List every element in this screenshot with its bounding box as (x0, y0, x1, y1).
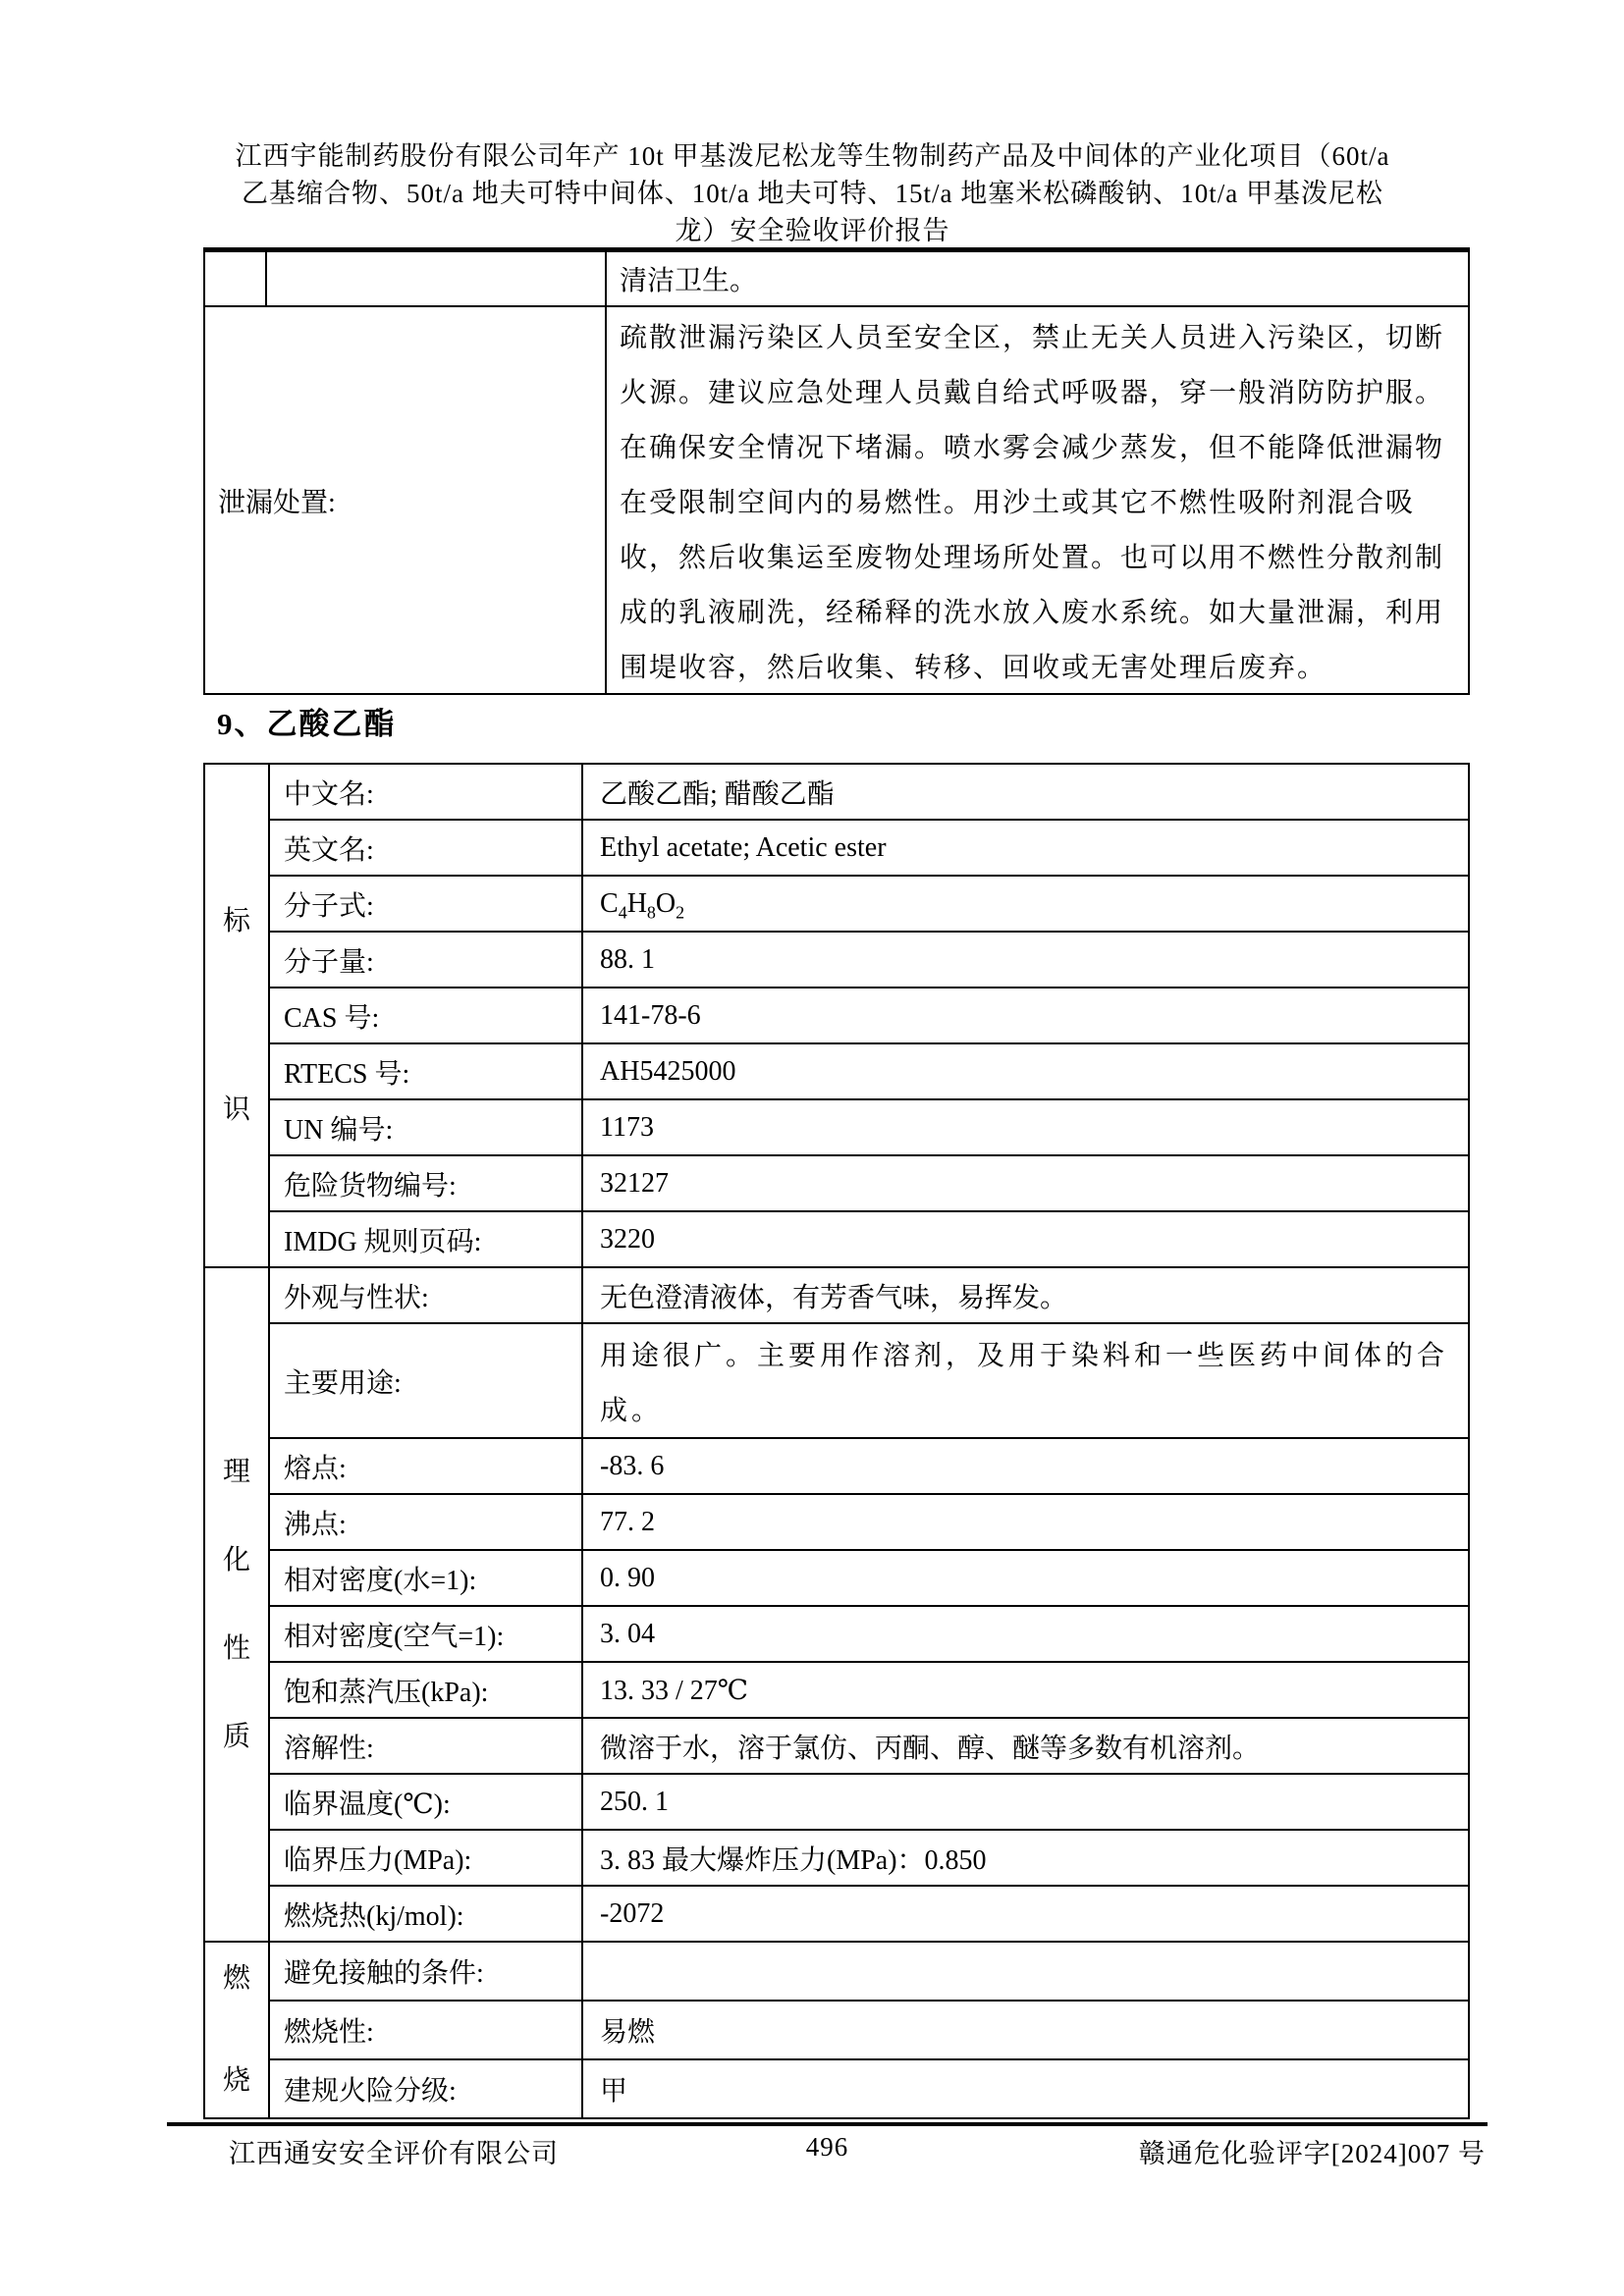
row-label: 避免接触的条件: (269, 1942, 582, 2001)
row-value: AH5425000 (582, 1043, 1469, 1099)
row-value: 141-78-6 (582, 988, 1469, 1043)
row-label: 临界温度(℃): (269, 1774, 582, 1830)
table-row (204, 1043, 1469, 1099)
row-label: 相对密度(空气=1): (269, 1606, 582, 1662)
leak-disposal-paragraph (607, 307, 1468, 693)
footer-company: 江西通安安全评价有限公司 (229, 2139, 559, 2168)
table-row (204, 1438, 1469, 1494)
row-label: CAS 号: (269, 988, 582, 1043)
row-value: 甲 (582, 2059, 1469, 2118)
table-row (204, 1606, 1469, 1662)
table-row (204, 1774, 1469, 1830)
row-value: 13. 33 / 27℃ (582, 1662, 1469, 1718)
row-label: 饱和蒸汽压(kPa): (269, 1662, 582, 1718)
table-row (204, 764, 1469, 820)
row-value-molecular-formula: $C_4H_8O_2$ (582, 876, 1469, 932)
row-label: 溶解性: (269, 1718, 582, 1774)
paragraph-line: 火源。建议应急处理人员戴自给式呼吸器，穿一般消防防护服。 (620, 378, 1445, 408)
row-label: 英文名: (269, 820, 582, 876)
header-line-1: 江西宇能制药股份有限公司年产 10t 甲基泼尼松龙等生物制药产品及中间体的产业化项目（60t/a (235, 141, 1390, 171)
paragraph-line: 收，然后收集运至废物处理场所处置。也可以用不燃性分散剂制 (620, 543, 1445, 573)
table-row (204, 1830, 1469, 1886)
row-label: 分子式: (269, 876, 582, 932)
table-row (204, 1155, 1469, 1211)
row-value: 3. 83 最大爆炸压力(MPa)：0.850 (582, 1830, 1469, 1886)
table-row (204, 2059, 1469, 2118)
row-value: 无色澄清液体，有芳香气味，易挥发。 (582, 1267, 1469, 1323)
paragraph-line: 疏散泄漏污染区人员至安全区，禁止无关人员进入污染区，切断 (620, 323, 1445, 353)
row-label: 主要用途: (269, 1323, 582, 1438)
row-label: 燃烧热(kj/mol): (269, 1886, 582, 1942)
paragraph-line: 在受限制空间内的易燃性。用沙土或其它不燃性吸附剂混合吸 (620, 488, 1416, 518)
table-row (204, 1211, 1469, 1267)
table-row (204, 1550, 1469, 1606)
row-label: RTECS 号: (269, 1043, 582, 1099)
group-label-combustion: 燃 烧 (222, 1963, 250, 2096)
row-value: Ethyl acetate; Acetic ester (582, 820, 1469, 876)
footer-rule (167, 2122, 1488, 2126)
leak-disposal-label: 泄漏处置: (204, 306, 606, 694)
row-label: IMDG 规则页码: (269, 1211, 582, 1267)
row-value: 易燃 (582, 2001, 1469, 2059)
row-label: 熔点: (269, 1438, 582, 1494)
row-label: 相对密度(水=1): (269, 1550, 582, 1606)
row-value: -83. 6 (582, 1438, 1469, 1494)
table-row (204, 932, 1469, 988)
hygiene-continuation-cell: 清洁卫生。 (606, 250, 1469, 307)
leak-disposal-content-cell (606, 306, 1469, 694)
paragraph-line: 成。 (600, 1396, 664, 1426)
row-value: 3. 04 (582, 1606, 1469, 1662)
table-row (204, 1886, 1469, 1942)
row-value: 77. 2 (582, 1494, 1469, 1550)
paragraph-line: 在确保安全情况下堵漏。喷水雾会减少蒸发，但不能降低泄漏物 (620, 433, 1445, 463)
row-value: 88. 1 (582, 932, 1469, 988)
header-line-3: 龙）安全验收评价报告 (675, 216, 950, 245)
row-label: 建规火险分级: (269, 2059, 582, 2118)
table-row (204, 1942, 1469, 2001)
table-row (204, 1323, 1469, 1438)
row-value: 0. 90 (582, 1550, 1469, 1606)
ethyl-acetate-table (203, 763, 1470, 2119)
group-cell-combustion (204, 1942, 269, 2118)
row-label: 危险货物编号: (269, 1155, 582, 1211)
row-value: -2072 (582, 1886, 1469, 1942)
table-row (204, 876, 1469, 932)
empty-cell (204, 250, 266, 307)
paragraph-line: 用途很广。主要用作溶剂，及用于染料和一些医药中间体的合 (600, 1341, 1449, 1371)
row-label: UN 编号: (269, 1099, 582, 1155)
group-label-properties: 理 化 性 质 (222, 1456, 250, 1752)
table-row (204, 988, 1469, 1043)
row-value: 3220 (582, 1211, 1469, 1267)
table-row (204, 250, 1469, 307)
group-cell-properties (204, 1267, 269, 1942)
table-row (204, 1267, 1469, 1323)
row-label: 燃烧性: (269, 2001, 582, 2059)
row-label: 临界压力(MPa): (269, 1830, 582, 1886)
header-line-2: 乙基缩合物、50t/a 地夫可特中间体、10t/a 地夫可特、15t/a 地塞米松磷酸钠、10t/a 甲基泼尼松 (242, 179, 1383, 208)
group-label-identification: 标 识 (222, 905, 250, 1125)
paragraph-line: 成的乳液刷洗，经稀释的洗水放入废水系统。如大量泄漏，利用 (620, 598, 1445, 628)
footer-doc-number: 赣通危化验评字[2024]007 号 (1138, 2139, 1486, 2168)
row-value-main-uses (582, 1323, 1469, 1438)
group-cell-identification (204, 764, 269, 1267)
row-label: 沸点: (269, 1494, 582, 1550)
table-row (204, 1099, 1469, 1155)
row-value: 1173 (582, 1099, 1469, 1155)
row-label: 分子量: (269, 932, 582, 988)
row-value (582, 1942, 1469, 2001)
row-label: 中文名: (269, 764, 582, 820)
row-value: 250. 1 (582, 1774, 1469, 1830)
footer-page-number: 496 (805, 2132, 849, 2162)
row-label: 外观与性状: (269, 1267, 582, 1323)
section-heading-ethyl-acetate: 9、乙酸乙酯 (217, 707, 397, 741)
empty-cell (266, 250, 606, 307)
leak-disposal-table (203, 247, 1470, 695)
table-row (204, 306, 1469, 694)
table-row (204, 2001, 1469, 2059)
row-value: 32127 (582, 1155, 1469, 1211)
table-row (204, 1494, 1469, 1550)
document-footer (167, 2132, 1488, 2170)
table-row (204, 1662, 1469, 1718)
table-row (204, 820, 1469, 876)
document-header (137, 137, 1488, 249)
paragraph-line: 围堤收容，然后收集、转移、回收或无害处理后废弃。 (620, 653, 1327, 683)
table-row (204, 1718, 1469, 1774)
row-value: 乙酸乙酯; 醋酸乙酯 (582, 764, 1469, 820)
row-value: 微溶于水，溶于氯仿、丙酮、醇、醚等多数有机溶剂。 (582, 1718, 1469, 1774)
